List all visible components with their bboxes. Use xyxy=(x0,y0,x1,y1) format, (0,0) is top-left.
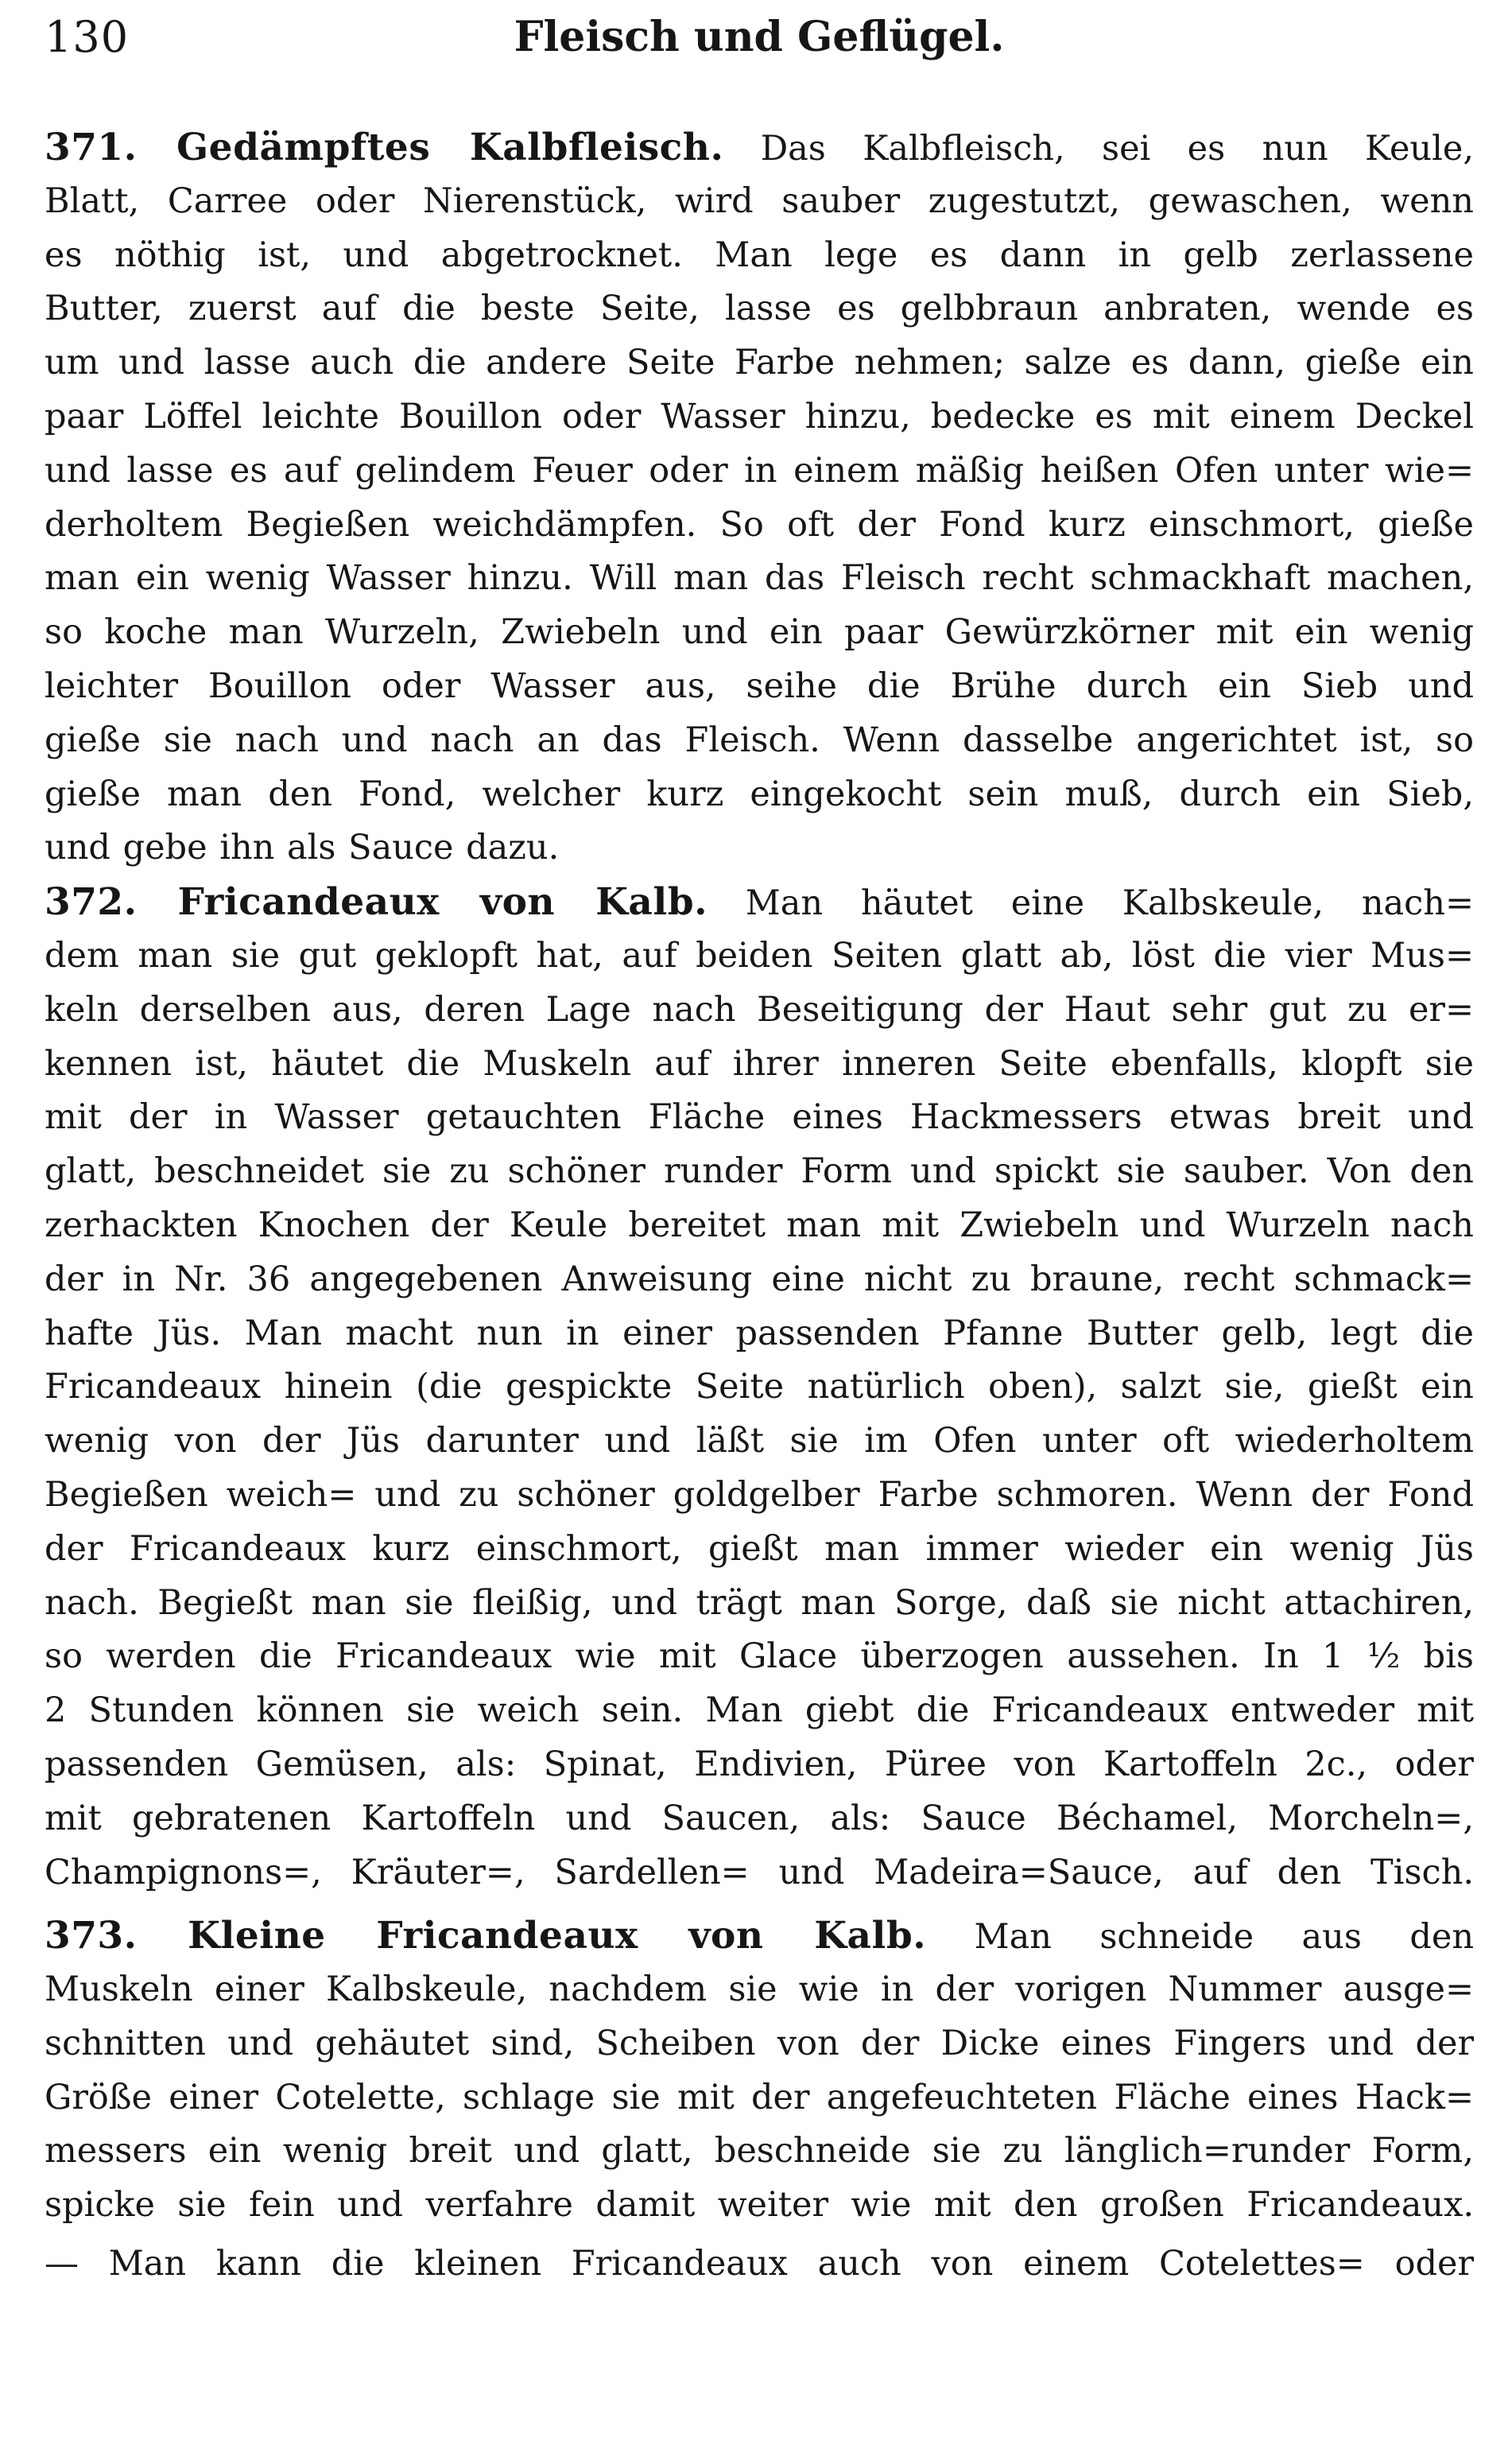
recipe-371-first-line xyxy=(45,121,1474,175)
text-line: Begießen weich= und zu schöner goldgelber Farbe schmoren. Wenn der Fond xyxy=(45,1474,1474,1515)
text-line: der Fricandeaux kurz einschmort, gießt man immer wieder ein wenig Jüs xyxy=(45,1528,1474,1569)
text-line: dem man sie gut geklopft hat, auf beiden Seiten glatt ab, löst die vier Mus= xyxy=(45,935,1474,976)
text-line: Größe einer Cotelette, schlage sie mit der angefeuchteten Fläche eines Hack= xyxy=(45,2077,1474,2117)
text-line: Blatt, Carree oder Nierenstück, wird sauber zugestutzt, gewaschen, wenn xyxy=(45,180,1474,221)
text-line: man ein wenig Wasser hinzu. Will man das Fleisch recht schmackhaft machen, xyxy=(45,558,1474,599)
text-line: Muskeln einer Kalbskeule, nachdem sie wie in der vorigen Nummer ausge= xyxy=(45,1970,1474,2010)
text-line: Man schneide aus den xyxy=(974,1917,1474,1958)
text-line: zerhackten Knochen der Keule bereitet man mit Zwiebeln und Wurzeln nach xyxy=(45,1205,1474,1245)
text-line: spicke sie fein und verfahre damit weiter wie mit den großen Fricandeaux. xyxy=(45,2185,1474,2226)
text-line: leichter Bouillon oder Wasser aus, seihe die Brühe durch ein Sieb und xyxy=(45,666,1474,706)
text-line: gieße sie nach und nach an das Fleisch. Wenn dasselbe angerichtet ist, so xyxy=(45,720,1474,760)
text-line: hafte Jüs. Man macht nun in einer passenden Pfanne Butter gelb, legt die xyxy=(45,1313,1474,1353)
text-line: messers ein wenig breit und glatt, beschneide sie zu länglich=runder Form, xyxy=(45,2131,1474,2171)
text-line: Man häutet eine Kalbskeule, nach= xyxy=(745,883,1474,924)
text-line: Das Kalbfleisch, sei es nun Keule, xyxy=(760,129,1474,169)
text-line: der in Nr. 36 angegebenen Anweisung eine nicht zu braune, recht schmack= xyxy=(45,1259,1474,1299)
text-line: passenden Gemüsen, als: Spinat, Endivien, Püree von Kartoffeln 2c., oder xyxy=(45,1744,1474,1784)
text-line: mit der in Wasser getauchten Fläche eines Hackmessers etwas breit und xyxy=(45,1097,1474,1138)
running-head: Fleisch und Geflügel. xyxy=(514,13,1005,61)
recipe-372-title: 372. Fricandeaux von Kalb. xyxy=(45,880,708,925)
text-line: keln derselben aus, deren Lage nach Beseitigung der Haut sehr gut zu er= xyxy=(45,989,1474,1030)
text-line: schnitten und gehäutet sind, Scheiben von der Dicke eines Fingers und der xyxy=(45,2023,1474,2063)
text-line: kennen ist, häutet die Muskeln auf ihrer inneren Seite ebenfalls, klopft sie xyxy=(45,1043,1474,1084)
text-line: es nöthig ist, und abgetrocknet. Man lege es dann in gelb zerlassene xyxy=(45,235,1474,275)
text-line: — Man kann die kleinen Fricandeaux auch von einem Cotelettes= oder xyxy=(45,2244,1474,2284)
body-text xyxy=(45,121,1474,2292)
page-number: 130 xyxy=(45,12,130,62)
text-line: Butter, zuerst auf die beste Seite, lasse es gelbbraun anbraten, wende es xyxy=(45,289,1474,329)
text-line: so werden die Fricandeaux wie mit Glace überzogen aussehen. In 1 ½ bis xyxy=(45,1636,1474,1677)
recipe-373-title: 373. Kleine Fricandeaux von Kalb. xyxy=(45,1914,927,1958)
recipe-373-first-line xyxy=(45,1909,1474,1963)
text-line: paar Löffel leichte Bouillon oder Wasser hinzu, bedecke es mit einem Deckel xyxy=(45,396,1474,437)
recipe-371-title: 371. Gedämpftes Kalbfleisch. xyxy=(45,126,724,169)
text-line: Champignons=, Kräuter=, Sardellen= und Madeira=Sauce, auf den Tisch. xyxy=(45,1852,1474,1892)
text-line: 2 Stunden können sie weich sein. Man giebt die Fricandeaux entweder mit xyxy=(45,1690,1474,1731)
text-line: mit gebratenen Kartoffeln und Saucen, als: Sauce Béchamel, Morcheln=, xyxy=(45,1798,1474,1838)
text-line: und gebe ihn als Sauce dazu. xyxy=(45,828,560,868)
text-line: derholtem Begießen weichdämpfen. So oft der Fond kurz einschmort, gieße xyxy=(45,504,1474,545)
text-line: wenig von der Jüs darunter und läßt sie im Ofen unter oft wiederholtem xyxy=(45,1421,1474,1461)
text-line: um und lasse auch die andere Seite Farbe nehmen; salze es dann, gieße ein xyxy=(45,343,1474,383)
text-line: glatt, beschneidet sie zu schöner runder Form und spickt sie sauber. Von den xyxy=(45,1151,1474,1192)
text-line: Fricandeaux hinein (die gespickte Seite natürlich oben), salzt sie, gießt ein xyxy=(45,1367,1474,1407)
recipe-372-first-line xyxy=(45,875,1474,929)
text-line: und lasse es auf gelindem Feuer oder in einem mäßig heißen Ofen unter wie= xyxy=(45,450,1474,491)
text-line: nach. Begießt man sie fleißig, und trägt man Sorge, daß sie nicht attachiren, xyxy=(45,1582,1474,1623)
text-line: so koche man Wurzeln, Zwiebeln und ein paar Gewürzkörner mit ein wenig xyxy=(45,612,1474,653)
page-header xyxy=(45,10,1474,65)
text-line: gieße man den Fond, welcher kurz eingekocht sein muß, durch ein Sieb, xyxy=(45,774,1474,814)
